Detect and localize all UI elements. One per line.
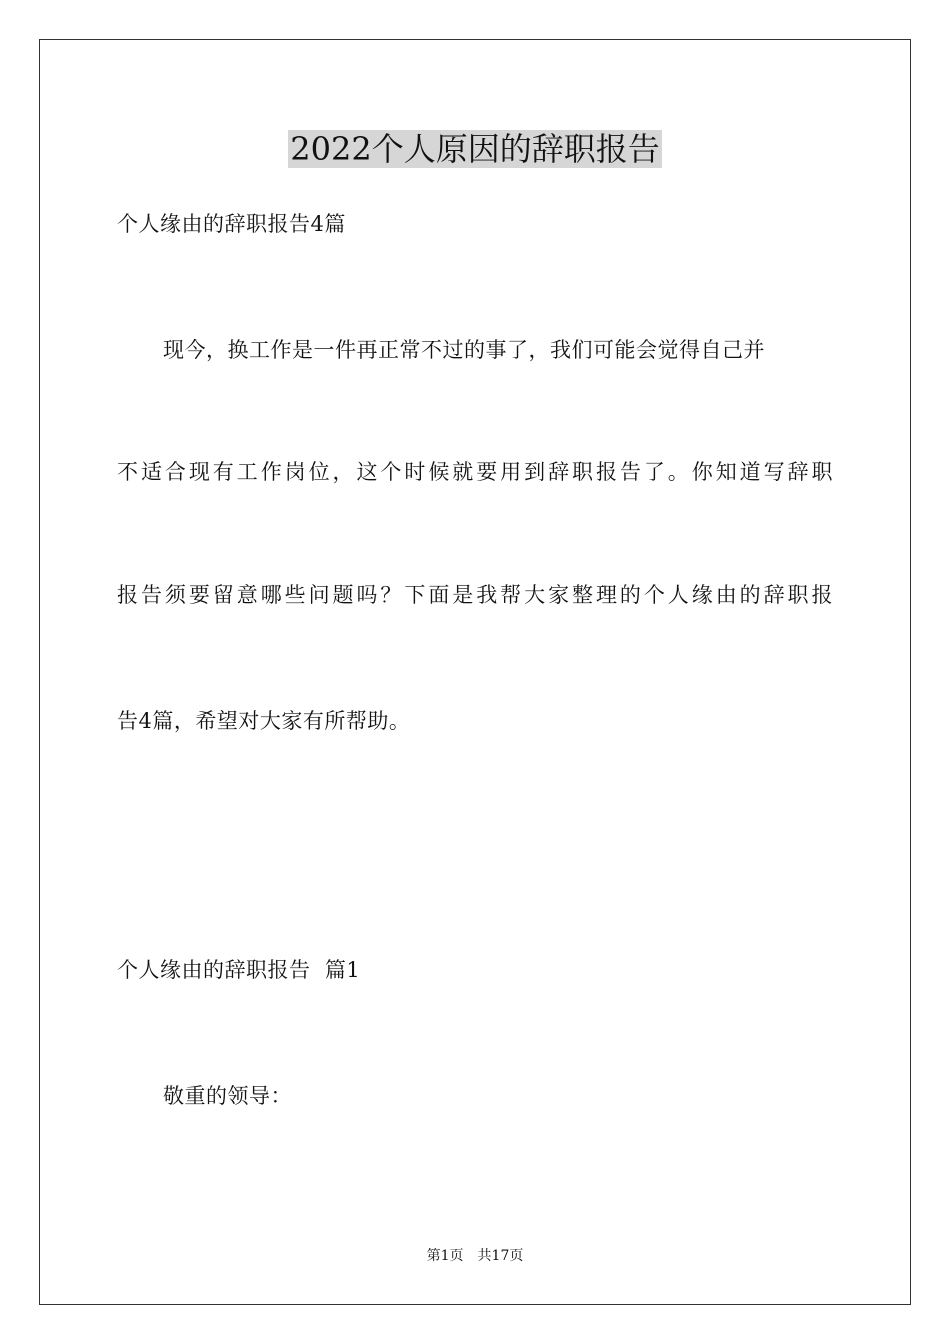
- page-footer: [0, 1246, 950, 1266]
- document-title: [0, 127, 950, 171]
- document-title-text: 2022个人原因的辞职报告: [290, 130, 660, 168]
- page-number: 第1页: [426, 1248, 464, 1264]
- intro-line-2: 不适合现有工作岗位，这个时候就要用到辞职报告了。你知道写辞职: [117, 460, 833, 484]
- document-subtitle: 个人缘由的辞职报告4篇: [117, 212, 346, 236]
- intro-line-4: 告4篇，希望对大家有所帮助。: [117, 709, 411, 733]
- intro-line-1: 现今，换工作是一件再正常不过的事了，我们可能会觉得自己并: [163, 338, 765, 362]
- salutation: 敬重的领导：: [163, 1084, 292, 1108]
- page-total: 共17页: [477, 1248, 524, 1264]
- intro-line-3: 报告须要留意哪些问题吗？下面是我帮大家整理的个人缘由的辞职报: [117, 583, 833, 607]
- section-heading: 个人缘由的辞职报告 篇1: [117, 958, 361, 982]
